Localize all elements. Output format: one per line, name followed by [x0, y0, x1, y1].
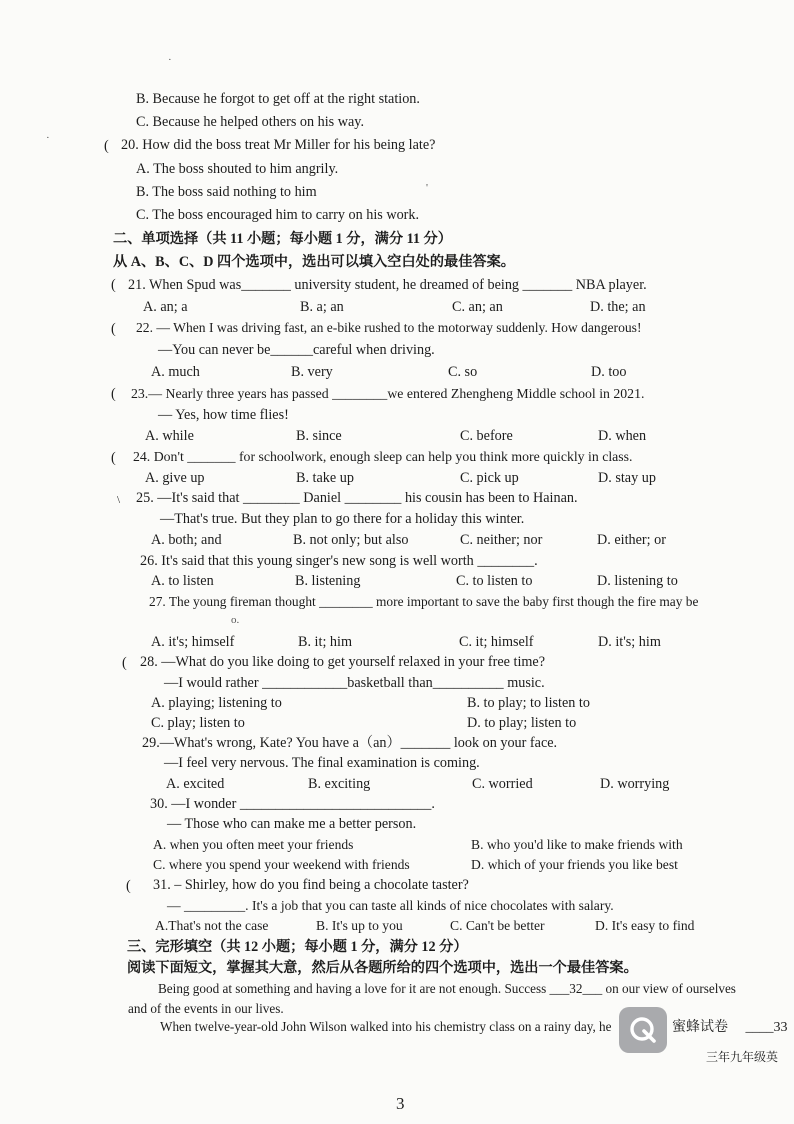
- q30-stem: 30. —I wonder ___________________________.: [150, 796, 435, 812]
- q26-options: [151, 572, 711, 590]
- q22-reply: —You can never be______careful when driving.: [158, 342, 435, 358]
- q30-options-row1: [153, 836, 713, 854]
- q25-option-c: C. neither; nor: [460, 532, 543, 548]
- watermark-label: 蜜蜂试卷: [672, 1020, 728, 1035]
- q19-option-c: C. Because he helped others on his way.: [136, 114, 364, 130]
- q23-options: [145, 427, 705, 445]
- q27-options: [151, 633, 711, 651]
- q24-option-a: A. give up: [145, 470, 205, 486]
- q23-option-c: C. before: [460, 428, 513, 444]
- q27-option-c: C. it; himself: [459, 634, 534, 650]
- q26-option-c: C. to listen to: [456, 573, 533, 589]
- q22-option-a: A. much: [151, 364, 200, 380]
- q23-option-d: D. when: [598, 428, 647, 444]
- q30-option-b: B. who you'd like to make friends with: [471, 837, 683, 852]
- answer-paren: \: [117, 494, 121, 506]
- q22-options: [151, 363, 711, 381]
- q27-option-d: D. it's; him: [598, 634, 661, 650]
- q22-option-b: B. very: [291, 364, 333, 380]
- q24-option-c: C. pick up: [460, 470, 519, 486]
- q30-option-a: A. when you often meet your friends: [153, 837, 354, 852]
- q28-option-a: A. playing; listening to: [151, 695, 282, 711]
- q22-option-c: C. so: [448, 364, 478, 380]
- q30-options-row2: [153, 856, 713, 874]
- q25-option-d: D. either; or: [597, 532, 666, 548]
- q21-option-c: C. an; an: [452, 299, 503, 315]
- scan-speck: ·: [168, 54, 172, 66]
- q21-option-d: D. the; an: [590, 299, 646, 315]
- passage-line-2: and of the events in our lives.: [128, 1001, 284, 1016]
- section3-title: 三、完形填空（共 12 小题；每小题 1 分，满分 12 分）: [127, 939, 468, 955]
- watermark-text: [672, 1016, 788, 1036]
- q-logo-icon: [628, 1015, 658, 1045]
- q28-options-row2: [151, 714, 711, 732]
- q31-option-d: D. It's easy to find: [595, 918, 695, 933]
- q29-reply: —I feel very nervous. The final examination is coming.: [164, 755, 480, 771]
- section3-instruction: 阅读下面短文，掌握其大意，然后从各题所给的四个选项中，选出一个最佳答案。: [127, 960, 638, 976]
- q25-option-a: A. both; and: [151, 532, 222, 548]
- q23-stem: 23.— Nearly three years has passed ________we entered Zhengheng Middle school in 2021.: [131, 386, 645, 401]
- corner-text: 三年九年级英: [706, 1050, 779, 1064]
- q19-option-b: B. Because he forgot to get off at the right station.: [136, 91, 420, 107]
- q21-option-a: A. an; a: [143, 299, 188, 315]
- q20-option-c: C. The boss encouraged him to carry on his work.: [136, 207, 420, 223]
- q26-option-a: A. to listen: [151, 573, 214, 589]
- q27-option-b: B. it; him: [298, 634, 352, 650]
- q28-options-row1: [151, 694, 711, 712]
- q25-reply: —That's true. But they plan to go there for a holiday this winter.: [160, 511, 525, 527]
- q31-option-b: B. It's up to you: [316, 918, 403, 933]
- q22-stem: 22. — When I was driving fast, an e-bike rushed to the motorway suddenly. How dangerous!: [136, 320, 642, 335]
- q20-stem: 20. How did the boss treat Mr Miller for his being late?: [121, 137, 436, 153]
- passage-line-3: When twelve-year-old John Wilson walked into his chemistry class on a rainy day, he: [160, 1019, 612, 1034]
- q25-option-b: B. not only; but also: [293, 532, 409, 548]
- q28-stem: 28. —What do you like doing to get yourself relaxed in your free time?: [140, 654, 546, 670]
- q23-option-a: A. while: [145, 428, 194, 444]
- q29-option-a: A. excited: [166, 776, 225, 792]
- q29-options: [166, 775, 726, 793]
- q25-options: [151, 531, 711, 549]
- q21-options: [143, 298, 703, 316]
- q23-option-b: B. since: [296, 428, 342, 444]
- q30-option-c: C. where you spend your weekend with friends: [153, 857, 410, 872]
- q28-option-d: D. to play; listen to: [467, 715, 577, 731]
- q31-option-c: C. Can't be better: [450, 918, 545, 933]
- q20-option-b: B. The boss said nothing to him: [136, 184, 317, 200]
- page-number: 3: [396, 1094, 405, 1113]
- q30-option-d: D. which of your friends you like best: [471, 857, 678, 872]
- scan-mark: o.: [231, 614, 240, 626]
- scan-speck: ': [426, 182, 428, 194]
- q28-option-b: B. to play; to listen to: [467, 695, 590, 711]
- q30-reply: — Those who can make me a better person.: [167, 816, 417, 832]
- watermark-badge: [619, 1007, 667, 1053]
- q22-option-d: D. too: [591, 364, 627, 380]
- q21-option-b: B. a; an: [300, 299, 344, 315]
- section2-instruction: 从 A、B、C、D 四个选项中，选出可以填入空白处的最佳答案。: [113, 254, 515, 270]
- answer-paren: (: [126, 878, 131, 894]
- q29-stem: 29.—What's wrong, Kate? You have a（an）_______ look on your face.: [142, 735, 558, 751]
- q29-option-c: C. worried: [472, 776, 533, 792]
- q25-stem: 25. —It's said that ________ Daniel ________ his cousin has been to Hainan.: [136, 490, 578, 506]
- q23-reply: — Yes, how time flies!: [158, 407, 289, 423]
- q29-option-b: B. exciting: [308, 776, 371, 792]
- q27-stem: 27. The young fireman thought ________ more important to save the baby first though the fire may be: [149, 594, 699, 609]
- q20-option-a: A. The boss shouted to him angrily.: [136, 161, 339, 177]
- passage-line-1: Being good at something and having a love for it are not enough. Success ___32___ on our view of ourselves: [158, 981, 736, 996]
- q31-options: [155, 917, 715, 935]
- answer-paren: (: [122, 655, 127, 671]
- q26-option-b: B. listening: [295, 573, 361, 589]
- answer-paren: (: [111, 321, 116, 337]
- q26-stem: 26. It's said that this young singer's new song is well worth ________.: [140, 553, 538, 569]
- q28-option-c: C. play; listen to: [151, 715, 245, 731]
- q31-option-a: A.That's not the case: [155, 918, 269, 933]
- answer-paren: (: [111, 386, 116, 402]
- q26-option-d: D. listening to: [597, 573, 678, 589]
- q21-stem: 21. When Spud was_______ university student, he dreamed of being _______ NBA player.: [128, 277, 647, 293]
- q28-reply: —I would rather ____________basketball than__________ music.: [164, 675, 545, 691]
- q24-stem: 24. Don't _______ for schoolwork, enough sleep can help you think more quickly in class.: [133, 449, 633, 464]
- q31-stem: 31. – Shirley, how do you find being a chocolate taster?: [153, 877, 469, 893]
- q27-option-a: A. it's; himself: [151, 634, 235, 650]
- q24-option-d: D. stay up: [598, 470, 656, 486]
- answer-paren: (: [111, 450, 116, 466]
- section2-title: 二、单项选择（共 11 小题；每小题 1 分，满分 11 分）: [113, 231, 452, 247]
- q24-option-b: B. take up: [296, 470, 354, 486]
- q31-reply: — _________. It's a job that you can taste all kinds of nice chocolates with salary.: [167, 898, 614, 913]
- answer-paren: (: [104, 138, 109, 154]
- scan-speck: ·: [46, 132, 50, 144]
- q24-options: [145, 469, 705, 487]
- blank-33: ____33: [745, 1020, 788, 1035]
- answer-paren: (: [111, 277, 116, 293]
- q29-option-d: D. worrying: [600, 776, 670, 792]
